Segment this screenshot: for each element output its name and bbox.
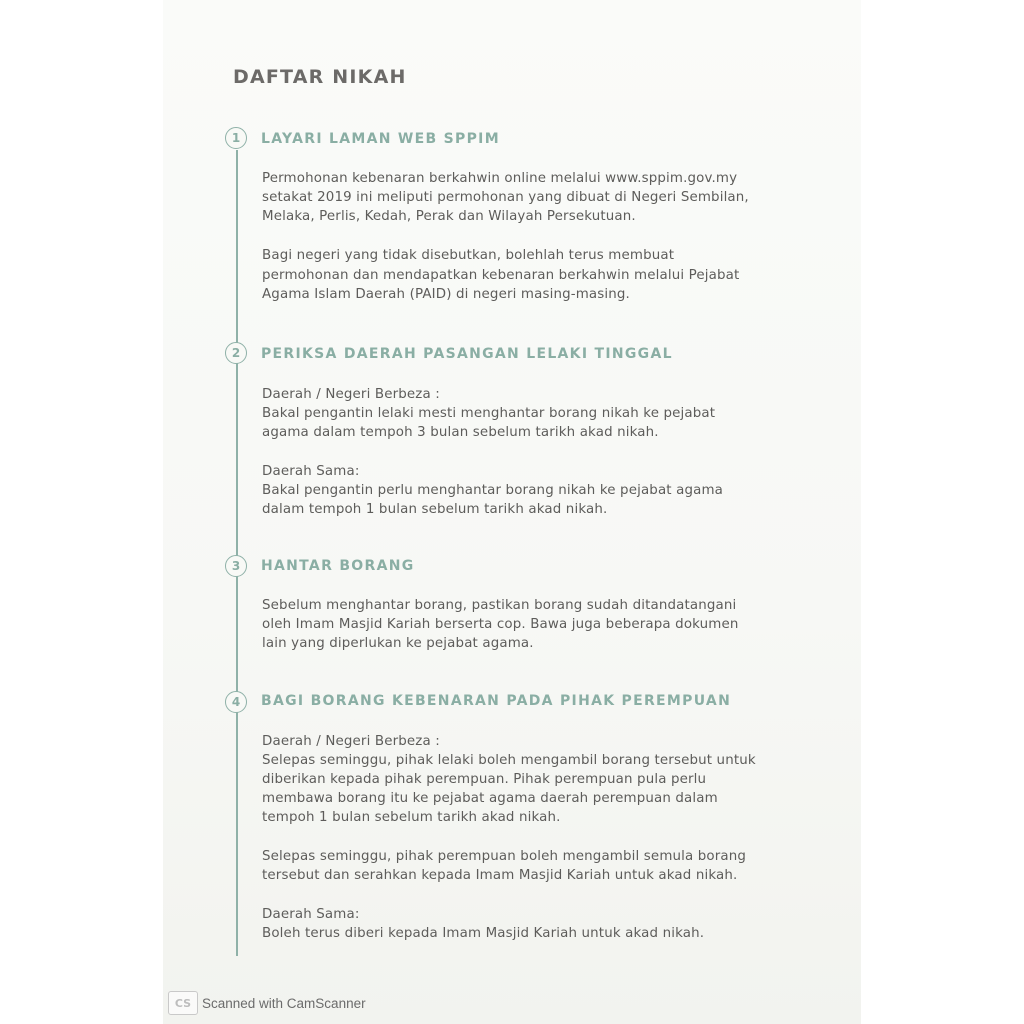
page-title: DAFTAR NIKAH xyxy=(233,66,407,88)
step-3-heading: HANTAR BORANG xyxy=(261,558,415,574)
step-2-line-6: Bakal pengantin perlu menghantar borang nikah ke pejabat agama xyxy=(262,483,724,498)
step-2-line-5: Daerah Sama: xyxy=(262,464,360,479)
step-4-line-2: Selepas seminggu, pihak lelaki boleh mengambil borang tersebut untuk xyxy=(262,753,756,768)
step-1-line-1: Permohonan kebenaran berkahwin online melalui www.sppim.gov.my xyxy=(262,171,738,186)
step-2-number: 2 xyxy=(225,342,247,364)
camscanner-watermark xyxy=(168,990,366,1016)
step-3-number: 3 xyxy=(225,555,247,577)
step-4-line-4: membawa borang itu ke pejabat agama daerah perempuan dalam xyxy=(262,791,718,806)
camscanner-text: Scanned with CamScanner xyxy=(202,995,366,1011)
step-4-line-10: Daerah Sama: xyxy=(262,907,360,922)
timeline-line xyxy=(236,150,238,956)
step-1-line-6: permohonan dan mendapatkan kebenaran berkahwin melalui Pejabat xyxy=(262,268,740,283)
step-3-line-2: oleh Imam Masjid Kariah berserta cop. Bawa juga beberapa dokumen xyxy=(262,617,739,632)
step-1-line-5: Bagi negeri yang tidak disebutkan, bolehlah terus membuat xyxy=(262,248,675,263)
step-1-line-3: Melaka, Perlis, Kedah, Perak dan Wilayah Persekutuan. xyxy=(262,209,636,224)
step-4-line-1: Daerah / Negeri Berbeza : xyxy=(262,734,440,749)
step-1-line-2: setakat 2019 ini meliputi permohonan yang dibuat di Negeri Sembilan, xyxy=(262,190,749,205)
step-4-line-11: Boleh terus diberi kepada Imam Masjid Kariah untuk akad nikah. xyxy=(262,926,705,941)
step-4-line-7: Selepas seminggu, pihak perempuan boleh mengambil semula borang xyxy=(262,849,747,864)
step-4-line-8: tersebut dan serahkan kepada Imam Masjid Kariah untuk akad nikah. xyxy=(262,868,738,883)
step-2-line-7: dalam tempoh 1 bulan sebelum tarikh akad nikah. xyxy=(262,502,608,517)
step-4-line-5: tempoh 1 bulan sebelum tarikh akad nikah. xyxy=(262,810,561,825)
step-2-line-1: Daerah / Negeri Berbeza : xyxy=(262,387,440,402)
step-2-line-3: agama dalam tempoh 3 bulan sebelum tarikh akad nikah. xyxy=(262,425,659,440)
step-4-number: 4 xyxy=(225,691,247,713)
step-4-heading: BAGI BORANG KEBENARAN PADA PIHAK PEREMPUAN xyxy=(261,693,732,709)
step-4-line-3: diberikan kepada pihak perempuan. Pihak perempuan pula perlu xyxy=(262,772,707,787)
camscanner-logo-icon: CS xyxy=(168,991,198,1015)
step-2-line-2: Bakal pengantin lelaki mesti menghantar borang nikah ke pejabat xyxy=(262,406,716,421)
step-2-heading: PERIKSA DAERAH PASANGAN LELAKI TINGGAL xyxy=(261,346,673,362)
step-1-number: 1 xyxy=(225,127,247,149)
step-3-line-3: lain yang diperlukan ke pejabat agama. xyxy=(262,636,534,651)
step-1-heading: LAYARI LAMAN WEB SPPIM xyxy=(261,131,500,147)
step-3-line-1: Sebelum menghantar borang, pastikan borang sudah ditandatangani xyxy=(262,598,737,613)
step-1-line-7: Agama Islam Daerah (PAID) di negeri masing-masing. xyxy=(262,287,630,302)
